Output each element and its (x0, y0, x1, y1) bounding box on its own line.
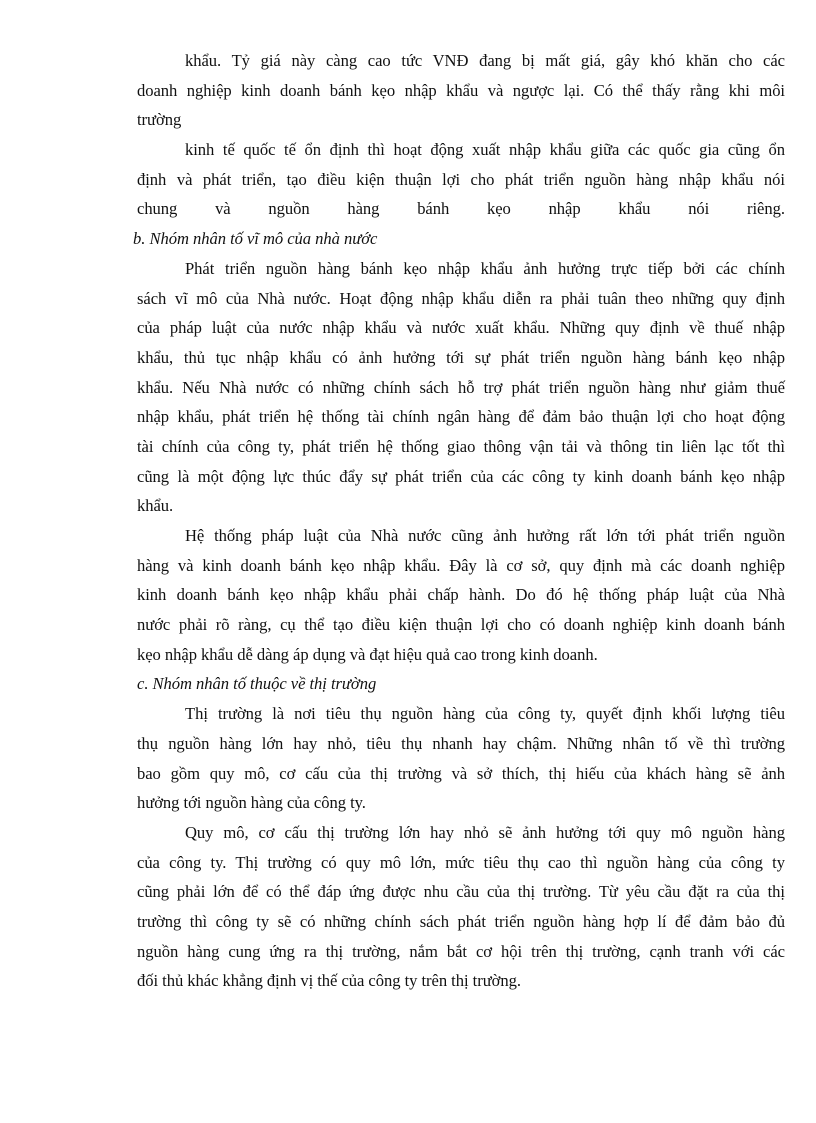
text-line: hưởng tới nguồn hàng của công ty. (137, 793, 366, 813)
text-line: sách vĩ mô của Nhà nước. Hoạt động nhập khẩu diễn ra phải tuân theo những quy định (137, 288, 785, 308)
section-heading-b: b. Nhóm nhân tố vĩ mô của nhà nước (133, 229, 378, 249)
word: bánh (417, 199, 450, 219)
document-body (133, 46, 785, 996)
word: chung (137, 199, 178, 219)
section-heading-c: c. Nhóm nhân tố thuộc về thị trường (137, 674, 377, 694)
text-line: của pháp luật của nước nhập khẩu và nước xuất khẩu. Những quy định về thuế nhập (137, 318, 785, 338)
paragraph-market-definition (137, 699, 785, 818)
text-line: kẹo nhập khẩu dễ dàng áp dụng và đạt hiệu quả cao trong kinh doanh. (137, 644, 598, 664)
text-line: thụ nguồn hàng lớn hay nhỏ, tiêu thụ nhanh hay chậm. Những nhân tố về thì trường (137, 733, 785, 753)
text-line: trường (137, 110, 182, 130)
text-line: hàng và kinh doanh bánh kẹo nhập khẩu. Đây là cơ sở, quy định mà các doanh nghiệp (137, 555, 785, 575)
text-line: cũng phải lớn để có thể đáp ứng được nhu cầu của thị trường. Từ yêu cầu đặt ra của thị (137, 882, 785, 902)
text-line: doanh nghiệp kinh doanh bánh kẹo nhập khẩu và ngược lại. Có thể thấy rằng khi môi (137, 80, 785, 100)
text-line: khẩu. (137, 496, 174, 516)
paragraph-legal-system (137, 521, 785, 669)
text-line: đối thủ khác khẳng định vị thế của công ty trên thị trường. (137, 971, 521, 991)
text-line: Phát triển nguồn hàng bánh kẹo nhập khẩu ảnh hưởng trực tiếp bởi các chính (185, 258, 785, 278)
word: nhập (548, 199, 581, 219)
text-line: khẩu. Nếu Nhà nước có những chính sách hỗ trợ phát triển nguồn hàng như giảm thuế (137, 377, 785, 397)
text-line: khẩu, thủ tục nhập khẩu có ảnh hưởng tới sự phát triển nguồn hàng bánh kẹo nhập (137, 347, 785, 367)
word: nguồn (268, 199, 310, 219)
text-line: bao gồm quy mô, cơ cấu của thị trường và sở thích, thị hiếu của khách hàng sẽ ảnh (137, 763, 785, 783)
text-line: kinh doanh bánh kẹo nhập khẩu phải chấp hành. Do đó hệ thống pháp luật của Nhà (137, 585, 785, 605)
text-line: tài chính của công ty, phát triển hệ thống giao thông vận tải và thông tin liên lạc tốt thì (137, 436, 785, 456)
text-line: Thị trường là nơi tiêu thụ nguồn hàng của công ty, quyết định khối lượng tiêu (185, 704, 785, 724)
text-line: khẩu. Tỷ giá này càng cao tức VNĐ đang bị mất giá, gây khó khăn cho các (185, 51, 785, 70)
text-line-spread (137, 194, 785, 224)
word: riêng. (747, 199, 785, 219)
text-line: cũng là một động lực thúc đẩy sự phát triển của các công ty kinh doanh bánh kẹo nhập (137, 466, 785, 486)
text-line: nguồn hàng cung ứng ra thị trường, nắm bắt cơ hội trên thị trường, cạnh tranh với các (137, 941, 785, 961)
text-line: của công ty. Thị trường có quy mô lớn, mức tiêu thụ cao thì nguồn hàng của công ty (137, 852, 785, 872)
text-line: Hệ thống pháp luật của Nhà nước cũng ảnh hưởng rất lớn tới phát triển nguồn (185, 526, 785, 545)
text-line: kinh tế quốc tế ổn định thì hoạt động xuất nhập khẩu giữa các quốc gia cũng ổn (185, 140, 785, 160)
text-line: nhập khẩu, phát triển hệ thống tài chính ngân hàng để đảm bảo thuận lợi cho hoạt động (137, 407, 785, 427)
word: hàng (347, 199, 380, 219)
text-line: nước phải rõ ràng, cụ thể tạo điều kiện thuận lợi cho có doanh nghiệp kinh doanh bánh (137, 615, 785, 635)
word: và (215, 199, 231, 219)
text-line: trường thì công ty sẽ có những chính sách phát triển nguồn hàng hợp lí để đảm bảo đủ (137, 911, 785, 931)
paragraph-market-scale (137, 818, 785, 996)
paragraph-exchange-rate (137, 46, 785, 135)
paragraph-international-economy (137, 135, 785, 224)
text-line: định và phát triển, tạo điều kiện thuận lợi cho phát triển nguồn hàng nhập khẩu nói (137, 169, 785, 189)
word: khẩu (618, 199, 651, 219)
paragraph-macro-policy (137, 254, 785, 521)
word: nói (688, 199, 710, 219)
text-line: Quy mô, cơ cấu thị trường lớn hay nhỏ sẽ ảnh hưởng tới quy mô nguồn hàng (185, 822, 785, 842)
word: kẹo (487, 199, 511, 219)
